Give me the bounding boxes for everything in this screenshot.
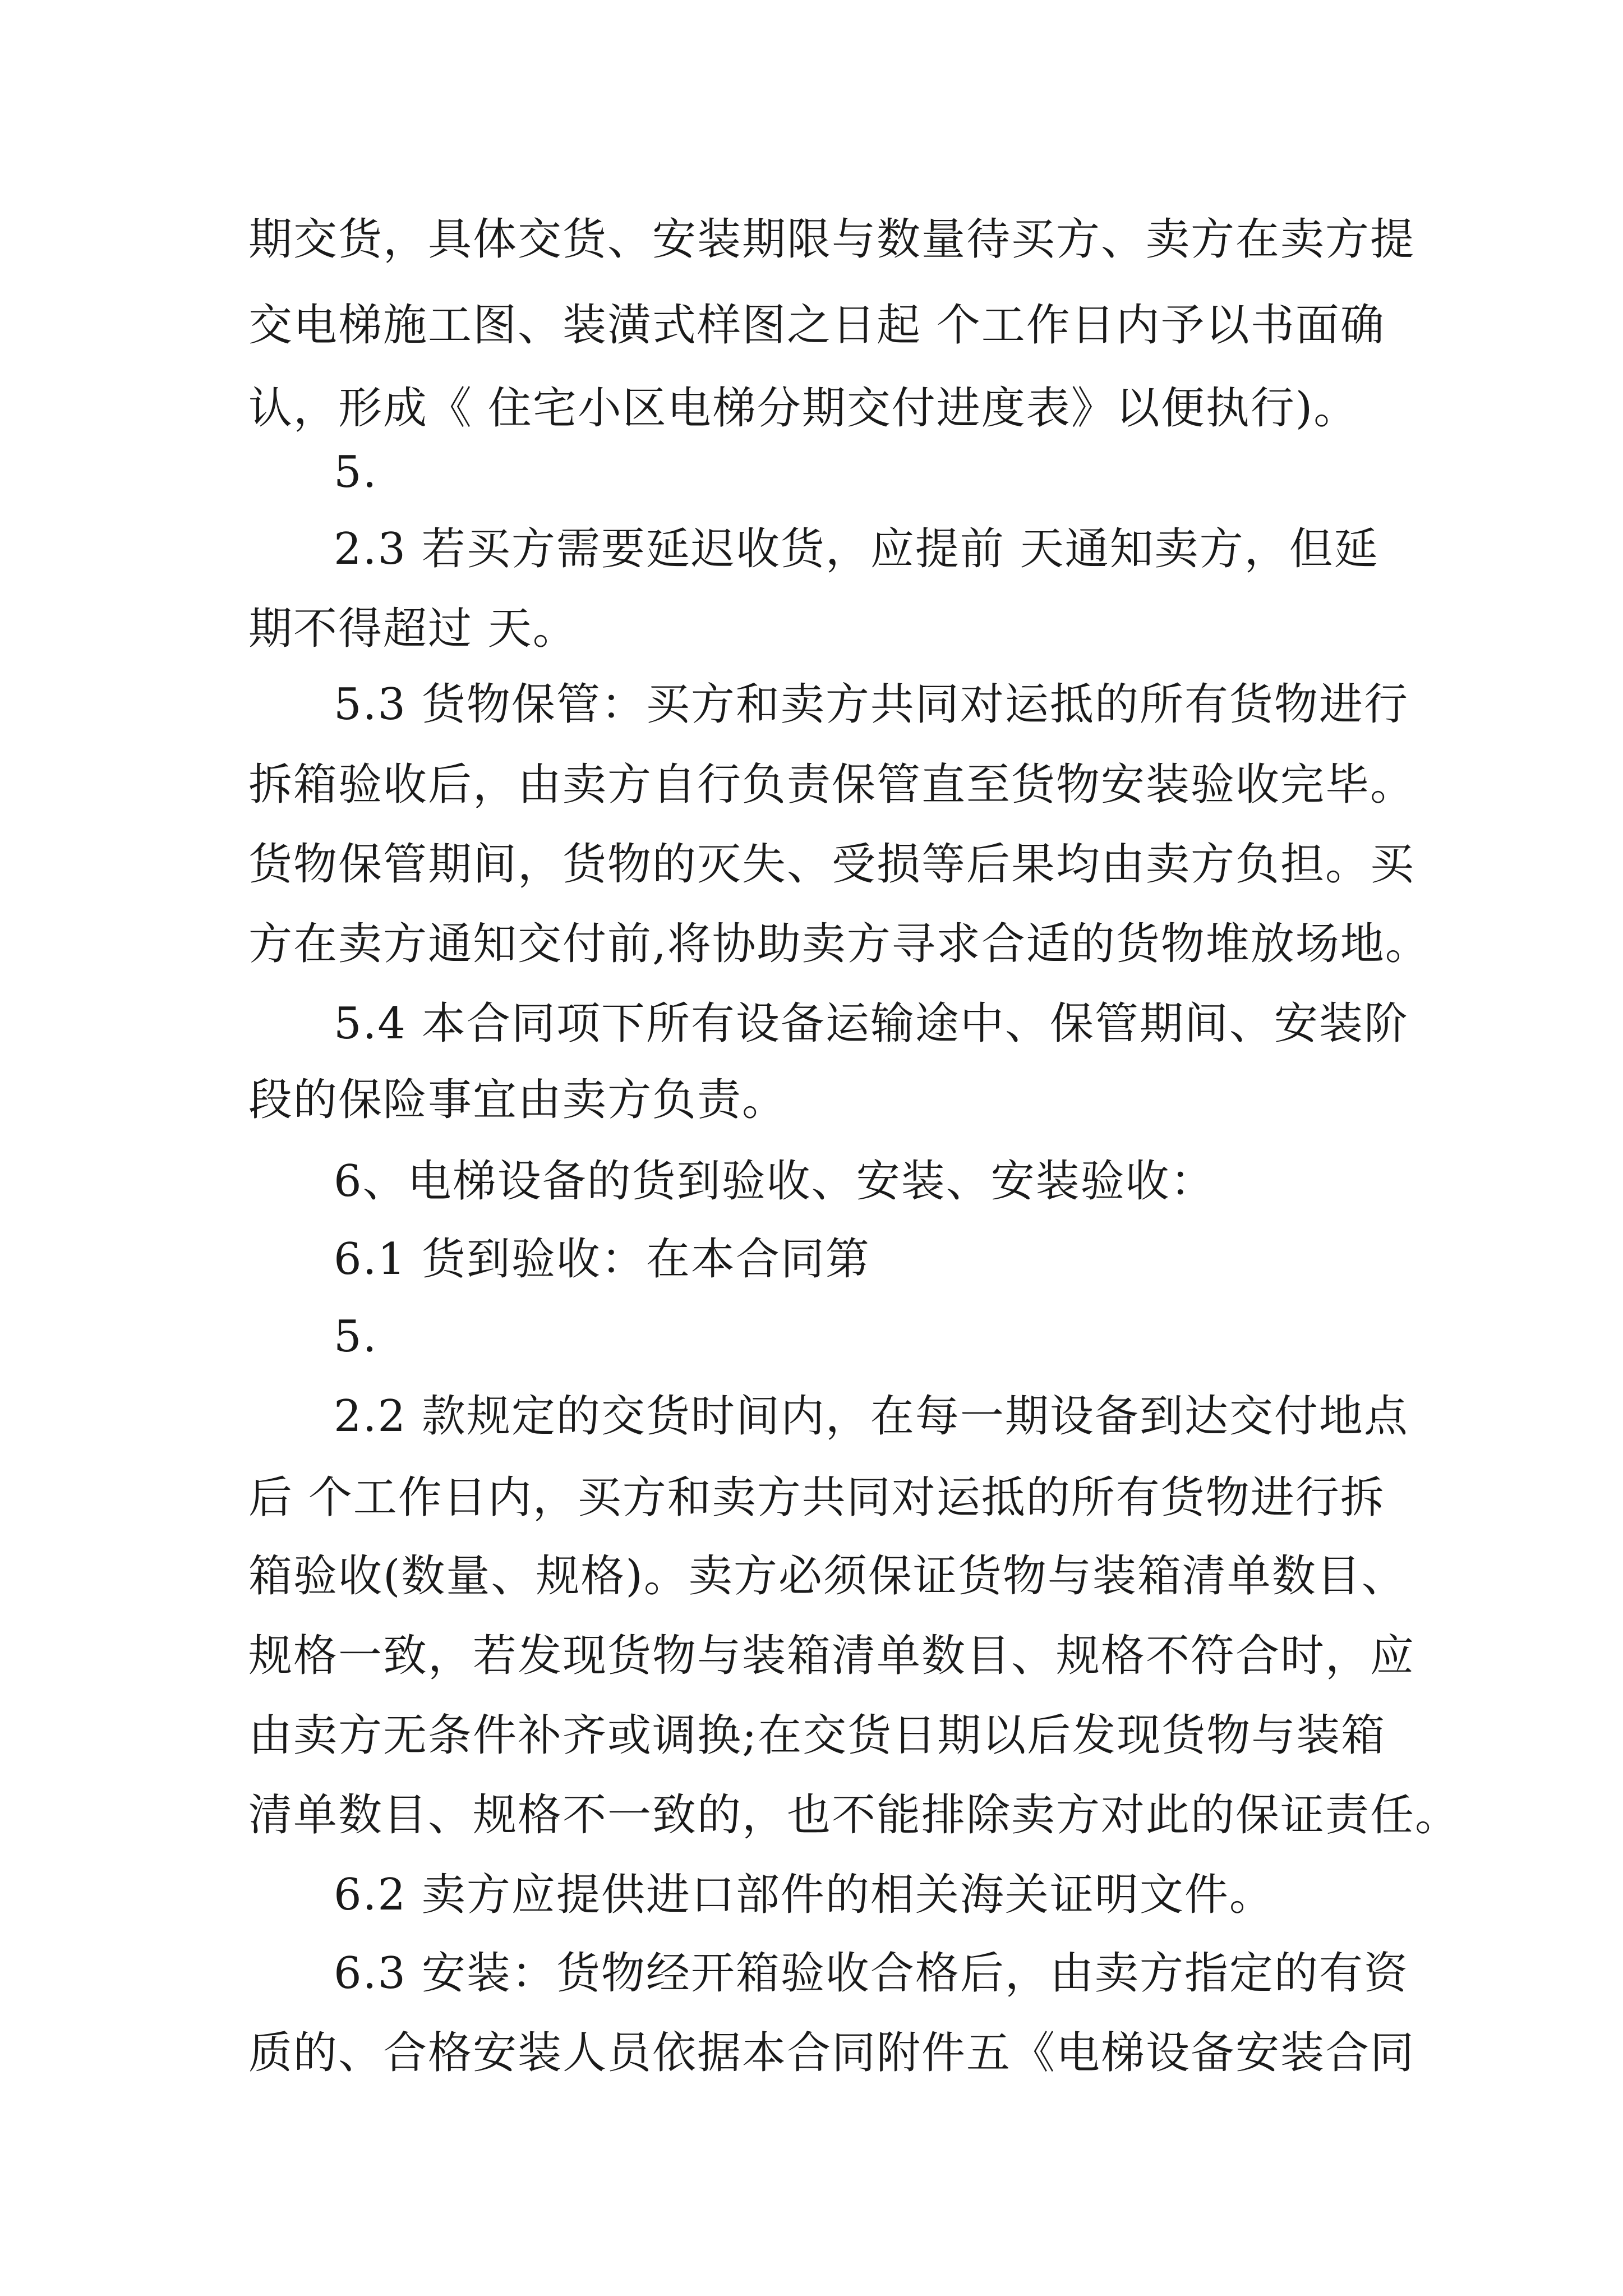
text-line: 质的、合格安装人员依据本合同附件五《电梯设备安装合同	[248, 2028, 1415, 2078]
text-line: 箱验收(数量、规格)。卖方必须保证货物与装箱清单数目、	[248, 1551, 1407, 1602]
text-line: 5.4 本合同项下所有设备运输途中、保管期间、安装阶	[334, 999, 1409, 1049]
text-line: 清单数目、规格不一致的，也不能排除卖方对此的保证责任。	[248, 1790, 1460, 1841]
text-line: 5.3 货物保管：买方和卖方共同对运抵的所有货物进行	[334, 679, 1409, 730]
text-line: 认，形成《 住宅小区电梯分期交付进度表》以便执行)。	[248, 383, 1359, 434]
text-line: 拆箱验收后，由卖方自行负责保管直至货物安装验收完毕。	[248, 760, 1415, 810]
text-line: 期交货，具体交货、安装期限与数量待买方、卖方在卖方提	[248, 214, 1415, 265]
text-line: 交电梯施工图、装潢式样图之日起 个工作日内予以书面确	[248, 300, 1385, 351]
text-line: 5.	[334, 1312, 378, 1362]
text-line: 2.3 若买方需要延迟收货，应提前 天通知卖方，但延	[334, 524, 1379, 574]
text-line: 后 个工作日内，买方和卖方共同对运抵的所有货物进行拆	[248, 1473, 1385, 1523]
text-line: 5.	[334, 447, 378, 498]
text-line: 6.1 货到验收：在本合同第	[334, 1234, 870, 1285]
text-line: 货物保管期间，货物的灭失、受损等后果均由卖方负担。买	[248, 839, 1415, 890]
text-line: 期不得超过 天。	[248, 604, 578, 654]
text-line: 规格一致，若发现货物与装箱清单数目、规格不符合时，应	[248, 1631, 1415, 1681]
text-line: 6.2 卖方应提供进口部件的相关海关证明文件。	[334, 1870, 1274, 1920]
text-line: 6、电梯设备的货到验收、安装、安装验收：	[334, 1156, 1215, 1207]
text-line: 6.3 安装：货物经开箱验收合格后，由卖方指定的有资	[334, 1948, 1409, 1999]
text-line: 方在卖方通知交付前,将协助卖方寻求合适的货物堆放场地。	[248, 919, 1430, 969]
text-line: 2.2 款规定的交货时间内，在每一期设备到达交付地点	[334, 1391, 1409, 1442]
text-line: 由卖方无条件补齐或调换;在交货日期以后发现货物与装箱	[248, 1710, 1386, 1761]
text-line: 段的保险事宜由卖方负责。	[248, 1075, 787, 1125]
